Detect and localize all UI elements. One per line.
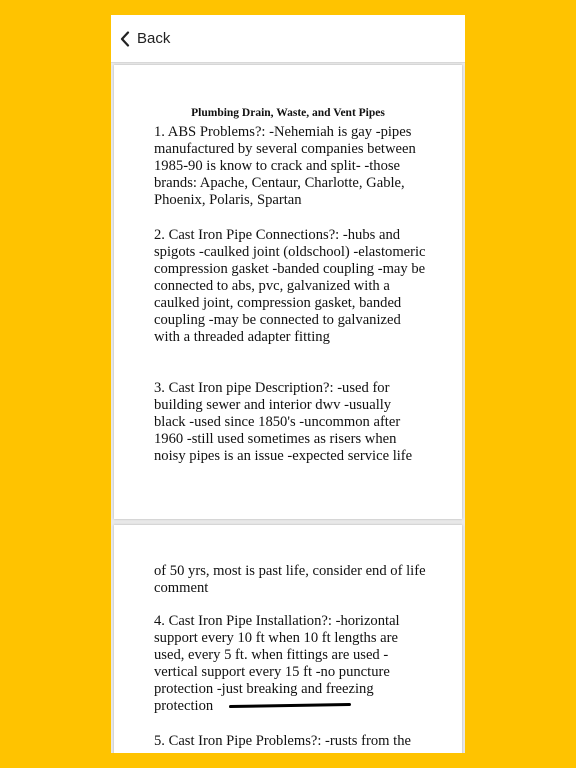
- paragraph-cast-iron-connections: 2. Cast Iron Pipe Connections?: -hubs and spigots -caulked joint (oldschool) -elastomeric compression gasket -banded coupling -may be connected to abs, pvc, galvanized with a caulked joint, compression gasket, banded coupling -may be connected to galvanized with a threaded adapter fitting: [154, 227, 426, 345]
- paragraph-cast-iron-description: 3. Cast Iron pipe Description?: -used for building sewer and interior dwv -usually black -used since 1850's -uncommon after 1960 -still used sometimes as risers when noisy pipes is an issue -expected service life: [154, 380, 413, 464]
- app-screen: [111, 15, 465, 753]
- document-title: Plumbing Drain, Waste, and Vent Pipes: [191, 107, 385, 119]
- paragraph-abs-problems: 1. ABS Problems?: -Nehemiah is gay -pipes manufactured by several companies between 1985-90 is know to crack and split- -those brands: Apache, Centaur, Charlotte, Gable, Phoenix, Polaris, Spartan: [154, 124, 416, 208]
- document-page-2[interactable]: [114, 525, 462, 753]
- paragraph-cast-iron-installation: 4. Cast Iron Pipe Installation?: -horizontal support every 10 ft when 10 ft lengths are used, every 5 ft. when fittings are used -vertical support every 15 ft -no puncture protection -just breaking and freezing protection: [154, 613, 400, 714]
- document-page-1[interactable]: [114, 65, 462, 519]
- back-button[interactable]: [120, 30, 170, 47]
- back-label: Back: [137, 30, 171, 47]
- navigation-bar: [111, 15, 465, 63]
- paragraph-service-life-continued: of 50 yrs, most is past life, consider end of life comment: [154, 563, 426, 596]
- chevron-left-icon: [120, 31, 130, 47]
- paragraph-cast-iron-problems: 5. Cast Iron Pipe Problems?: -rusts from the: [154, 733, 411, 749]
